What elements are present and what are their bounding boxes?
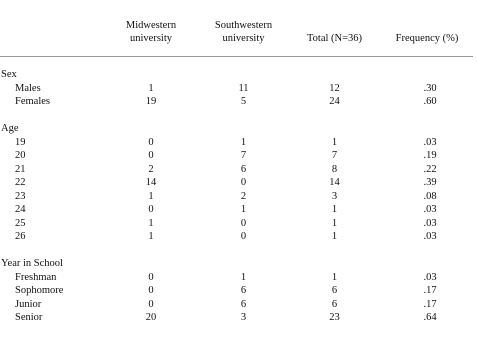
cell-southwestern: 1 [240,204,247,215]
cell-total: 12 [329,82,340,94]
cell-total: 8 [331,163,338,175]
cell-total: 3 [331,190,338,202]
cell-southwestern: 0 [240,217,247,229]
cell-midwestern: 1 [148,82,154,94]
cell-southwestern: 3 [240,312,247,323]
header-southwestern-line2: university [222,32,265,44]
table-row [0,163,473,177]
row-label: 24 [15,204,26,215]
cell-frequency: .17 [423,285,437,296]
cell-total: 24 [329,96,340,107]
row-label: Males [15,82,41,94]
table-row [0,203,473,217]
cell-southwestern: 0 [240,231,247,242]
cell-frequency: .19 [423,150,437,161]
cell-frequency: .30 [423,82,437,94]
header-frequency: Frequency (%) [381,12,473,56]
cell-total: 1 [331,204,338,215]
row-label: Junior [15,298,42,310]
cell-total: 7 [331,150,338,161]
cell-total: 6 [331,285,338,296]
cell-midwestern: 0 [148,285,154,296]
cell-total: 6 [331,298,338,310]
row-label: 21 [15,163,26,175]
cell-frequency: .22 [423,163,437,175]
row-label: 23 [15,190,26,202]
cell-frequency: .17 [423,298,437,310]
cell-southwestern: 6 [240,285,247,296]
cell-total: 1 [331,136,338,148]
cell-frequency: .03 [423,271,437,283]
section-title: Year in School [1,258,63,269]
section-heading-row [0,122,473,136]
row-label: Freshman [15,271,57,283]
cell-midwestern: 19 [145,96,157,107]
cell-midwestern: 20 [145,312,157,323]
cell-frequency: .03 [423,231,437,242]
cell-southwestern: 2 [240,190,247,202]
table-row [0,271,473,285]
cell-frequency: .03 [423,204,437,215]
cell-total: 1 [331,231,338,242]
header-midwestern-line2: university [130,32,172,44]
header-southwestern-line1: Southwestern [214,19,273,31]
cell-midwestern: 0 [148,150,154,161]
cell-total: 23 [329,312,340,323]
table-row [0,149,473,163]
cell-southwestern: 6 [240,163,247,175]
table-row [0,190,473,204]
section-title: Age [1,123,19,134]
row-label: 26 [15,231,26,242]
table-row [0,298,473,312]
cell-southwestern: 5 [240,96,247,107]
cell-southwestern: 1 [240,271,247,283]
row-label: 25 [15,217,26,229]
cell-midwestern: 1 [148,190,154,202]
table-row [0,284,473,298]
cell-midwestern: 0 [148,136,154,148]
spacer-cell [0,244,473,258]
cell-total: 14 [329,177,340,188]
section-spacer [0,56,473,68]
section-title: Sex [1,69,17,80]
table-row [0,217,473,231]
table-row [0,230,473,244]
cell-southwestern: 1 [240,136,247,148]
cell-midwestern: 1 [148,217,154,229]
cell-midwestern: 0 [148,298,154,310]
table-row [0,82,473,96]
cell-frequency: .08 [423,190,437,202]
cell-midwestern: 0 [148,271,154,283]
cell-midwestern: 0 [148,204,154,215]
cell-midwestern: 14 [145,177,157,188]
row-label: Senior [15,312,43,323]
header-southwestern-university [199,12,288,56]
cell-frequency: .03 [423,136,437,148]
section-spacer [0,109,473,123]
cell-frequency: .60 [423,96,437,107]
cell-southwestern: 7 [240,150,247,161]
table-row [0,311,473,325]
cell-frequency: .39 [423,177,437,188]
row-label: Females [15,96,50,107]
demographics-table [0,12,473,325]
header-midwestern-university [103,12,199,56]
cell-frequency: .64 [423,312,437,323]
row-label: 20 [15,150,26,161]
cell-southwestern: 11 [238,82,249,94]
cell-total: 1 [331,217,338,229]
spacer-cell [0,109,473,123]
row-label: Sophomore [15,285,64,296]
cell-midwestern: 2 [148,163,154,175]
cell-southwestern: 0 [240,177,247,188]
cell-total: 1 [331,271,338,283]
table-row [0,176,473,190]
row-label: 22 [15,177,26,188]
section-heading-row [0,68,473,82]
table-header [0,12,473,56]
cell-southwestern: 6 [240,298,247,310]
table-body [0,56,473,325]
spacer-cell [0,56,473,68]
header-total: Total (N=36) [288,12,381,56]
table-row [0,95,473,109]
header-label-column [0,12,103,56]
cell-midwestern: 1 [148,231,154,242]
row-label: 19 [15,136,26,148]
header-midwestern-line1: Midwestern [125,19,177,31]
cell-frequency: .03 [423,217,437,229]
section-heading-row [0,257,473,271]
section-spacer [0,244,473,258]
table-row [0,136,473,150]
